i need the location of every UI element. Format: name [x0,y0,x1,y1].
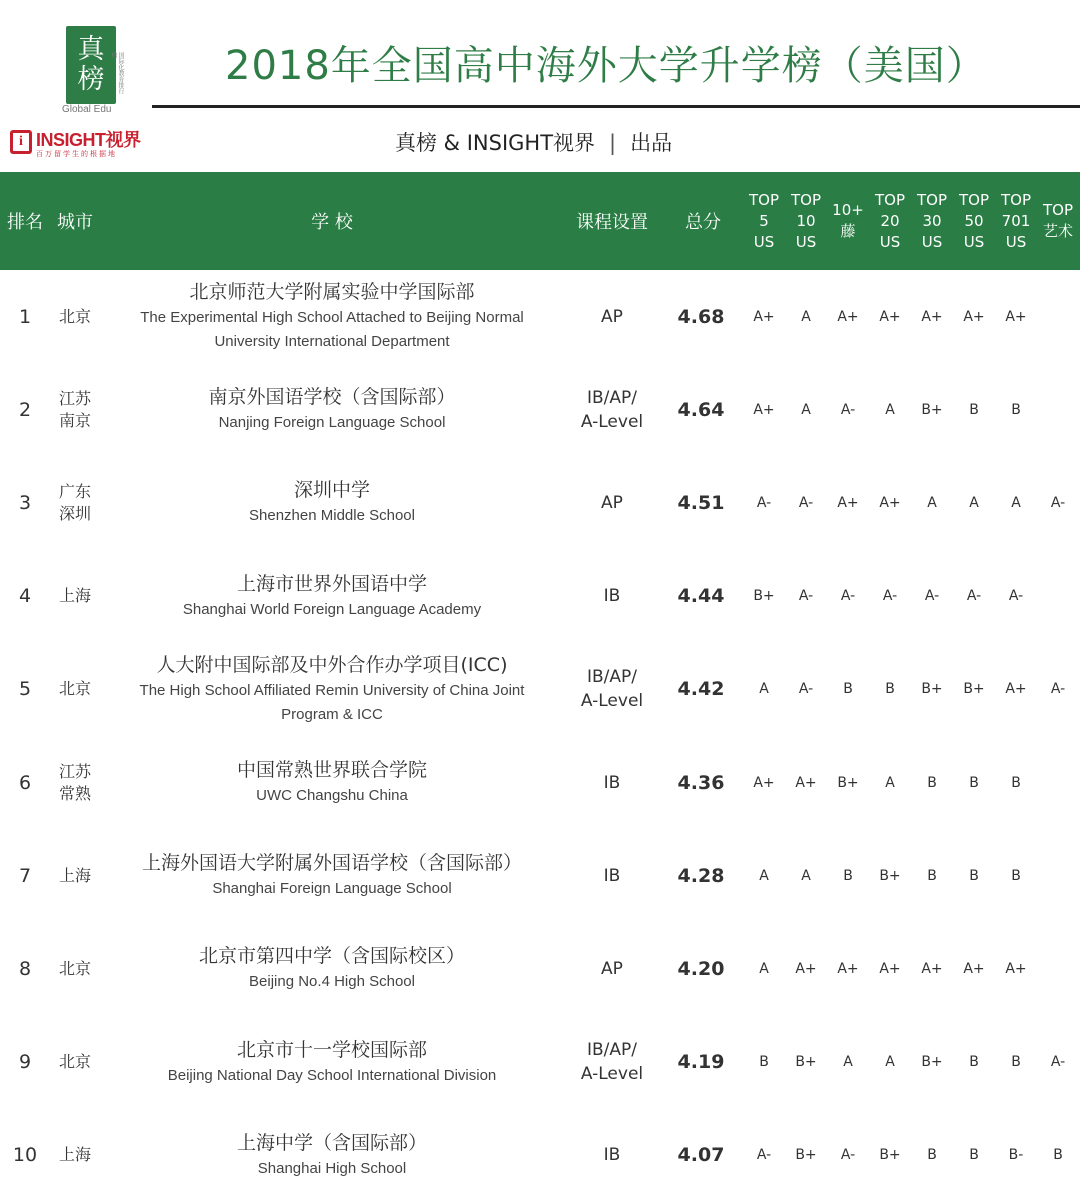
page-header [0,0,1080,172]
grade-cell: B- [1008,1147,1024,1164]
curriculum-cell: IB [603,1145,621,1166]
grade-cell: A+ [753,308,775,325]
grade-cell: A [759,960,769,977]
logo-char: 榜 [77,64,105,95]
school-cell [110,1109,554,1202]
table-row [0,363,1080,456]
curriculum-cell: IB [603,865,621,886]
grade-cell: A [885,1054,895,1071]
grade-cell: A- [1050,681,1066,698]
city-name: 江苏 [58,388,91,408]
grade-cell: B+ [837,774,859,791]
header-city: 城市 [57,212,93,233]
city-cell [50,363,100,456]
rank-cell: 9 [18,1051,32,1074]
school-cell [110,736,554,829]
logo-char: 真 [77,34,105,65]
header-rank: 排名 [7,212,43,233]
city-cell [50,1109,100,1202]
school-name-en: UWC Changshu China [256,787,408,805]
city-name: 常熟 [58,783,91,803]
grade-cell: B+ [963,681,985,698]
header-grade-line: US [795,232,817,251]
grade-cell: A- [756,1147,772,1164]
grade-cell: A- [882,588,898,605]
grade-cell: A [759,867,769,884]
header-grade-col [1038,172,1078,270]
grade-cell: A- [798,588,814,605]
grade-cell: A- [1050,494,1066,511]
school-cell [110,363,554,456]
grade-cell [1038,829,1078,922]
grade-cell: B [927,867,937,884]
table-row [0,643,1080,736]
grade-cell: B [1011,867,1021,884]
grade-cell: A [801,867,811,884]
header-grade-line: US [879,232,901,251]
rank-cell: 2 [18,398,32,421]
curriculum-cell: IB/AP/ A-Level [580,1040,644,1085]
grade-cell: A- [840,588,856,605]
grade-cell [1038,736,1078,829]
insight-tagline: 百万留学生的根据地 [36,150,117,158]
byline-separator: | [609,131,617,155]
grade-cell: A+ [1005,681,1027,698]
grade-cell: A [801,308,811,325]
school-cell [110,550,554,643]
grade-cell [1038,270,1078,363]
school-cell [110,456,554,549]
rank-cell: 1 [18,305,32,328]
city-name: 北京 [58,1052,91,1072]
grade-cell: B+ [879,1147,901,1164]
table-row [0,456,1080,549]
grade-cell: A- [966,588,982,605]
city-cell [50,270,100,363]
score-cell: 4.51 [677,491,725,514]
school-name-cn: 南京外国语学校（含国际部） [208,386,456,409]
header-grade-line: TOP [1000,190,1031,209]
grade-cell: B [885,681,895,698]
grade-cell: A+ [795,960,817,977]
city-name: 江苏 [58,761,91,781]
header-grade-line: 藤 [840,222,856,240]
city-cell [50,829,100,922]
grade-cell: A- [840,1147,856,1164]
grade-cell: B+ [795,1054,817,1071]
score-cell: 4.28 [677,864,725,887]
grade-cell: A+ [879,960,901,977]
table-row [0,270,1080,363]
grade-cell: A- [1008,588,1024,605]
school-cell [110,270,554,363]
table-row [0,829,1080,922]
grade-cell: A [885,774,895,791]
header-grade-col [870,172,910,270]
grade-cell: A- [798,681,814,698]
school-cell [110,1016,554,1109]
grade-cell: B [759,1054,769,1071]
city-cell [50,736,100,829]
school-name-cn: 北京师范大学附属实验中学国际部 [189,281,475,304]
table-row [0,550,1080,643]
school-name-en: Shanghai World Foreign Language Academy [182,600,482,618]
city-name: 上海 [58,1145,91,1165]
curriculum-cell: IB/AP/ A-Level [580,387,644,432]
school-name-en: Program & ICC [281,705,383,723]
city-name: 上海 [58,586,91,606]
rank-cell: 5 [18,678,32,701]
grade-cell: A- [798,494,814,511]
grade-cell: A [927,494,937,511]
header-grade-line: 10 [796,211,816,230]
grade-cell: B [969,1147,979,1164]
grade-cell: A [843,1054,853,1071]
grade-cell: B [969,774,979,791]
score-cell: 4.07 [677,1144,725,1167]
school-name-cn: 上海中学（含国际部） [236,1131,427,1154]
city-name: 南京 [58,410,91,430]
grade-cell: A+ [963,960,985,977]
header-grade-line: US [963,232,985,251]
curriculum-cell: IB [603,586,621,607]
header-grade-line: 艺术 [1042,222,1073,240]
city-cell [50,643,100,736]
grade-cell: A+ [837,308,859,325]
grade-cell: A [885,401,895,418]
header-curriculum: 课程设置 [576,212,648,233]
grade-cell: B+ [921,401,943,418]
header-grade-col [912,172,952,270]
school-name-en: The High School Affiliated Remin University of China Joint [139,681,525,699]
rank-cell: 8 [18,957,32,980]
header-grade-line: 50 [964,211,984,230]
byline-right: 出品 [630,131,673,155]
school-cell [110,922,554,1015]
city-name: 广东 [58,481,91,501]
rank-cell: 7 [18,864,32,887]
grade-cell: A [801,401,811,418]
school-name-en: University International Department [214,333,450,351]
grade-cell: A+ [1005,308,1027,325]
grade-cell: B+ [795,1147,817,1164]
school-name-cn: 北京市十一学校国际部 [236,1038,427,1061]
score-cell: 4.44 [677,585,725,608]
grade-cell: B [969,867,979,884]
score-cell: 4.42 [677,678,725,701]
grade-cell: A+ [837,960,859,977]
grade-cell: A- [840,401,856,418]
header-grade-line: 20 [880,211,900,230]
score-cell: 4.64 [677,398,725,421]
grade-cell: A [969,494,979,511]
score-cell: 4.20 [677,957,725,980]
rank-cell: 6 [18,771,32,794]
byline [395,127,672,157]
school-name-cn: 深圳中学 [293,479,370,502]
header-grade-line: TOP [790,190,821,209]
grade-cell: A+ [963,308,985,325]
curriculum-cell: IB [603,772,621,793]
ranking-table-body [0,270,1080,1190]
title-divider [152,105,1080,108]
insight-logo [10,130,141,160]
rank-cell: 10 [12,1144,38,1167]
grade-cell: A- [924,588,940,605]
grade-cell: A+ [1005,960,1027,977]
city-name: 上海 [58,865,91,885]
grade-cell: A- [756,494,772,511]
school-cell [110,643,554,736]
score-cell: 4.36 [677,771,725,794]
score-cell: 4.19 [677,1051,725,1074]
curriculum-cell: AP [601,958,623,979]
rank-cell: 3 [18,491,32,514]
insight-name: INSIGHT视界 [36,130,141,150]
header-grade-col [996,172,1036,270]
grade-cell [1038,922,1078,1015]
school-name-en: Shanghai Foreign Language School [212,880,452,898]
grade-cell: B+ [921,1054,943,1071]
header-grade-line: US [1005,232,1027,251]
grade-cell: B [843,681,853,698]
grade-cell: B [1011,401,1021,418]
table-row [0,922,1080,1015]
grade-cell [1038,363,1078,456]
header-grade-line: 30 [922,211,942,230]
city-cell [50,550,100,643]
school-name-en: Shanghai High School [257,1159,407,1177]
grade-cell: A [759,681,769,698]
grade-cell: B [1011,1054,1021,1071]
byline-left: 真榜 & INSIGHT视界 [395,131,596,155]
header-grade-line: TOP [874,190,905,209]
grade-cell: A+ [921,308,943,325]
table-header [0,172,1080,270]
grade-cell: A+ [921,960,943,977]
city-name: 北京 [58,958,91,978]
grade-cell: B [843,867,853,884]
grade-cell: B [1011,774,1021,791]
rank-cell: 4 [18,585,32,608]
city-cell [50,922,100,1015]
school-cell [110,829,554,922]
grade-cell: B+ [879,867,901,884]
grade-cell: A [1011,494,1021,511]
school-name-en: Shenzhen Middle School [249,507,415,525]
header-grade-line: TOP [916,190,947,209]
grade-cell: B+ [753,588,775,605]
grade-cell: B [927,774,937,791]
school-name-en: Nanjing Foreign Language School [218,414,446,432]
grade-cell: A+ [753,774,775,791]
header-grade-line: 5 [759,211,769,230]
header-school: 学 校 [311,212,353,233]
school-name-en: The Experimental High School Attached to Beijing Normal [140,309,524,327]
logo-subtitle: Global Edu [62,104,112,115]
header-score: 总分 [685,212,721,233]
header-grade-col [744,172,784,270]
city-name: 深圳 [58,503,91,523]
header-grade-line: TOP [748,190,779,209]
school-name-en: Beijing National Day School International Division [167,1066,497,1084]
city-cell [50,456,100,549]
logo-side-text: 国际化教育排行榜 [110,52,124,94]
grade-cell: A+ [879,308,901,325]
header-grade-line: 701 [1001,211,1031,230]
insight-i-icon: i [10,130,32,154]
header-grade-line: TOP [958,190,989,209]
school-name-en: Beijing No.4 High School [249,973,415,991]
header-grade-line: US [753,232,775,251]
header-grade-line: US [921,232,943,251]
grade-cell: A- [1050,1054,1066,1071]
zhenbang-logo [66,26,116,104]
grade-cell: A+ [753,401,775,418]
grade-cell: B [1053,1147,1063,1164]
grade-cell: A+ [795,774,817,791]
grade-cell: B [969,1054,979,1071]
table-row [0,1109,1080,1202]
city-cell [50,1016,100,1109]
header-grade-col [828,172,868,270]
header-grade-col [954,172,994,270]
grade-cell: A+ [837,494,859,511]
table-row [0,1016,1080,1109]
school-name-cn: 上海外国语大学附属外国语学校（含国际部） [141,852,522,875]
page-title: 2018年全国高中海外大学升学榜（美国） [225,43,987,89]
header-grade-line: 10+ [832,201,864,219]
table-row [0,736,1080,829]
header-grade-col [786,172,826,270]
school-name-cn: 人大附中国际部及中外合作办学项目(ICC) [156,653,508,676]
city-name: 北京 [58,306,91,326]
school-name-cn: 中国常熟世界联合学院 [236,759,427,782]
school-name-cn: 北京市第四中学（含国际校区） [198,945,465,968]
header-grade-line: TOP [1042,201,1073,219]
grade-cell: A+ [879,494,901,511]
curriculum-cell: AP [601,306,623,327]
school-name-cn: 上海市世界外国语中学 [236,572,427,595]
grade-cell [1038,550,1078,643]
curriculum-cell: AP [601,492,623,513]
grade-cell: B [927,1147,937,1164]
score-cell: 4.68 [677,305,725,328]
grade-cell: B+ [921,681,943,698]
curriculum-cell: IB/AP/ A-Level [580,667,644,712]
city-name: 北京 [58,679,91,699]
grade-cell: B [969,401,979,418]
